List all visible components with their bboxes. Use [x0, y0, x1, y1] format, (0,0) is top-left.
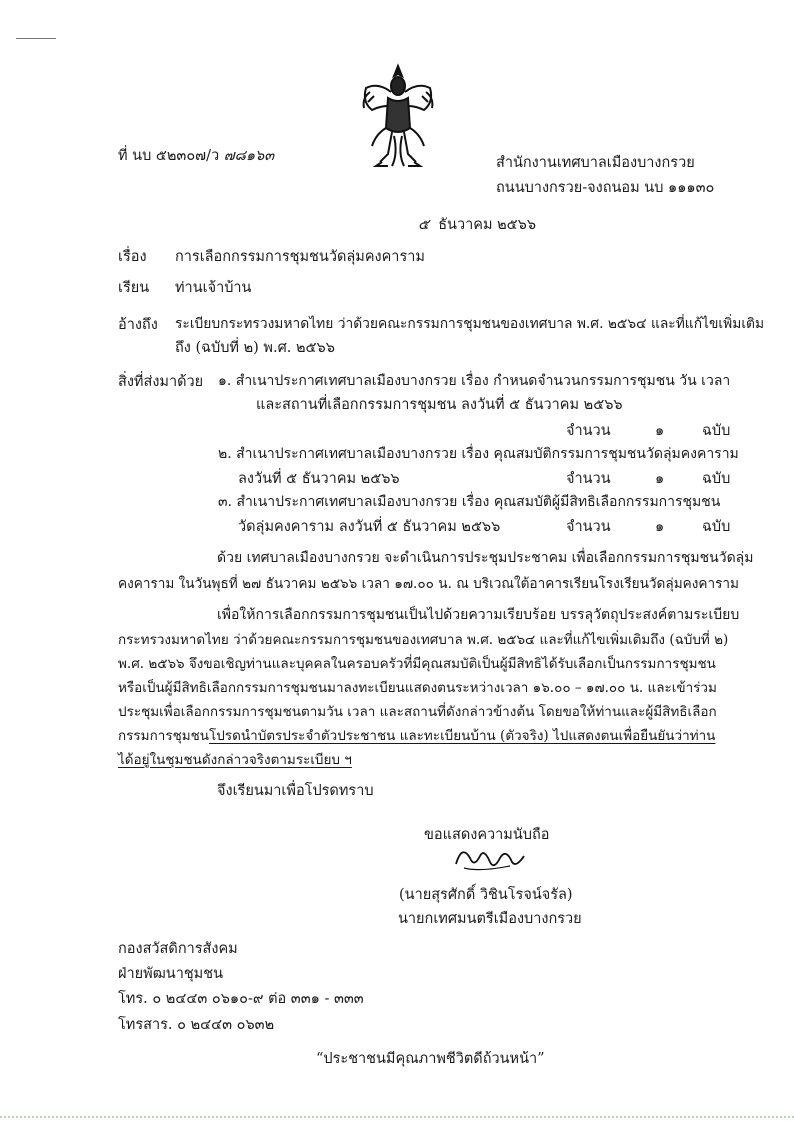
- body-p2-line-6-underlined: โปรดนำบัตรประจำตัวประชาชน และทะเบียนบ้าน (ตัวจริง) ไปแสดงตนเพื่อยืนยันว่าท่าน: [209, 728, 716, 744]
- reference-line-2: ถึง (ฉบับที่ ๒) พ.ศ. ๒๕๖๖: [175, 340, 335, 356]
- closing-request: จึงเรียนมาเพื่อโปรดทราบ: [217, 783, 374, 799]
- signature-image: [450, 838, 530, 878]
- contact-phone: โทร. ๐ ๒๔๔๓ ๐๖๑๐-๙ ต่อ ๓๓๑ - ๓๓๓: [118, 991, 364, 1007]
- body-p2-line-4: หรือเป็นผู้มีสิทธิเลือกกรรมการชุมชนมาลงทะเบียนแสดงตนระหว่างเวลา ๑๖.๐๐ – ๑๗.๐๐ น. และเข้าร่วม: [118, 680, 717, 696]
- body-p2-line-7-underlined: ได้อยู่ในชุมชนดังกล่าวจริงตามระเบียบ ฯ: [118, 752, 352, 768]
- subject-text: การเลือกกรรมการชุมชนวัดลุ่มคงคาราม: [175, 249, 425, 265]
- enclosure-3-line-2: วัดลุ่มคงคาราม ลงวันที่ ๕ ธันวาคม ๒๕๖๖: [238, 519, 501, 535]
- contact-section: ฝ่ายพัฒนาชุมชน: [118, 966, 223, 982]
- reference-prefix: ที่ นบ ๕๒๓๐๗/ว: [118, 148, 220, 164]
- subject-label: เรื่อง: [118, 249, 147, 265]
- slogan: “ประชาชนมีคุณภาพชีวิตดีถ้วนหน้า”: [316, 1051, 545, 1067]
- enclosure-2-line-2: ลงวันที่ ๕ ธันวาคม ๒๕๖๖: [238, 471, 400, 487]
- office-name: สำนักงานเทศบาลเมืองบางกรวย: [496, 155, 695, 171]
- body-p2-line-6: [118, 724, 715, 746]
- enclosure-1-unit: ฉบับ: [702, 423, 731, 439]
- enclosure-3-qty: ๑: [655, 519, 665, 535]
- enclosure-3-line-1: ๓. สำเนาประกาศเทศบาลเมืองบางกรวย เรื่อง คุณสมบัติผู้มีสิทธิเลือกกรรมการชุมชน: [218, 494, 721, 510]
- page-bottom-border: [0, 1116, 794, 1118]
- body-p2-line-3: พ.ศ. ๒๕๖๖ จึงขอเชิญท่านและบุคคลในครอบครัวที่มีคุณสมบัติเป็นผู้มีสิทธิได้รับเลือกเป็นกรรมการชุมชน: [118, 656, 716, 672]
- garuda-emblem-icon: [358, 62, 438, 170]
- signer-position: นายกเทศมนตรีเมืองบางกรวย: [398, 911, 582, 927]
- enclosure-2-unit: ฉบับ: [702, 471, 731, 487]
- salutation-label: เรียน: [118, 280, 150, 296]
- closing-phrase: ขอแสดงความนับถือ: [424, 827, 550, 843]
- enclosure-2-qty-label: จำนวน: [566, 471, 611, 487]
- scan-artifact-line: [16, 38, 56, 39]
- enclosure-1-qty: ๑: [655, 423, 665, 439]
- enclosure-2-line-1: ๒. สำเนาประกาศเทศบาลเมืองบางกรวย เรื่อง คุณสมบัติกรรมการชุมชนวัดลุ่มคงคาราม: [218, 446, 739, 462]
- salutation-text: ท่านเจ้าบ้าน: [175, 280, 252, 296]
- office-address: ถนนบางกรวย-จงถนอม นบ ๑๑๑๓๐: [496, 180, 715, 196]
- contact-fax: โทรสาร. ๐ ๒๔๔๓ ๐๖๓๒: [118, 1017, 275, 1033]
- enclosure-3-qty-label: จำนวน: [566, 519, 611, 535]
- reference-handwritten-number: ๗๘๑๖๓: [223, 148, 275, 164]
- reference-line-1: ระเบียบกระทรวงมหาดไทย ว่าด้วยคณะกรรมการชุมชนของเทศบาล พ.ศ. ๒๕๖๔ และที่แก้ไขเพิ่มเติม: [175, 316, 765, 332]
- body-p2-line-1: เพื่อให้การเลือกกรรมการชุมชนเป็นไปด้วยความเรียบร้อย บรรลุวัตถุประสงค์ตามระเบียบ: [217, 607, 740, 623]
- document-date: [418, 213, 536, 236]
- body-p2-line-7: [118, 748, 352, 770]
- document-reference-number: [118, 144, 274, 167]
- contact-division: กองสวัสดิการสังคม: [118, 941, 238, 957]
- body-p2-line-2: กระทรวงมหาดไทย ว่าด้วยคณะกรรมการชุมชนของเทศบาล พ.ศ. ๒๕๖๔ และที่แก้ไขเพิ่มเติมถึง (ฉบับที่ ๒): [118, 632, 729, 648]
- date-month-year: ธันวาคม ๒๕๖๖: [438, 217, 537, 233]
- body-p1-line-1: ด้วย เทศบาลเมืองบางกรวย จะดำเนินการประชุมประชาคม เพื่อเลือกกรรมการชุมชนวัดลุ่ม: [217, 550, 754, 566]
- body-p1-line-2: คงคาราม ในวันพุธที่ ๒๗ ธันวาคม ๒๕๖๖ เวลา ๑๗.๐๐ น. ณ บริเวณใต้อาคารเรียนโรงเรียนวัดลุ่มคงคาราม: [118, 576, 740, 592]
- body-p2-line-6-plain: กรรมการชุมชน: [118, 728, 210, 744]
- enclosure-1-line-2: และสถานที่เลือกกรรมการชุมชน ลงวันที่ ๕ ธันวาคม ๒๕๖๖: [256, 397, 623, 413]
- date-day-handwritten: ๕: [418, 217, 429, 233]
- enclosure-2-qty: ๑: [655, 471, 665, 487]
- enclosures-label: สิ่งที่ส่งมาด้วย: [118, 374, 204, 390]
- reference-label: อ้างถึง: [118, 317, 158, 333]
- enclosure-1-line-1: ๑. สำเนาประกาศเทศบาลเมืองบางกรวย เรื่อง กำหนดจำนวนกรรมการชุมชน วัน เวลา: [218, 373, 731, 389]
- enclosure-3-unit: ฉบับ: [702, 519, 731, 535]
- body-p2-line-5: ประชุมเพื่อเลือกกรรมการชุมชนตามวัน เวลา และสถานที่ดังกล่าวข้างต้น โดยขอให้ท่านและผู้มีสิทธิเลือก: [118, 704, 717, 720]
- signer-name: (นายสุรศักดิ์ วิชินโรจน์จรัล): [399, 887, 573, 903]
- enclosure-1-qty-label: จำนวน: [566, 423, 611, 439]
